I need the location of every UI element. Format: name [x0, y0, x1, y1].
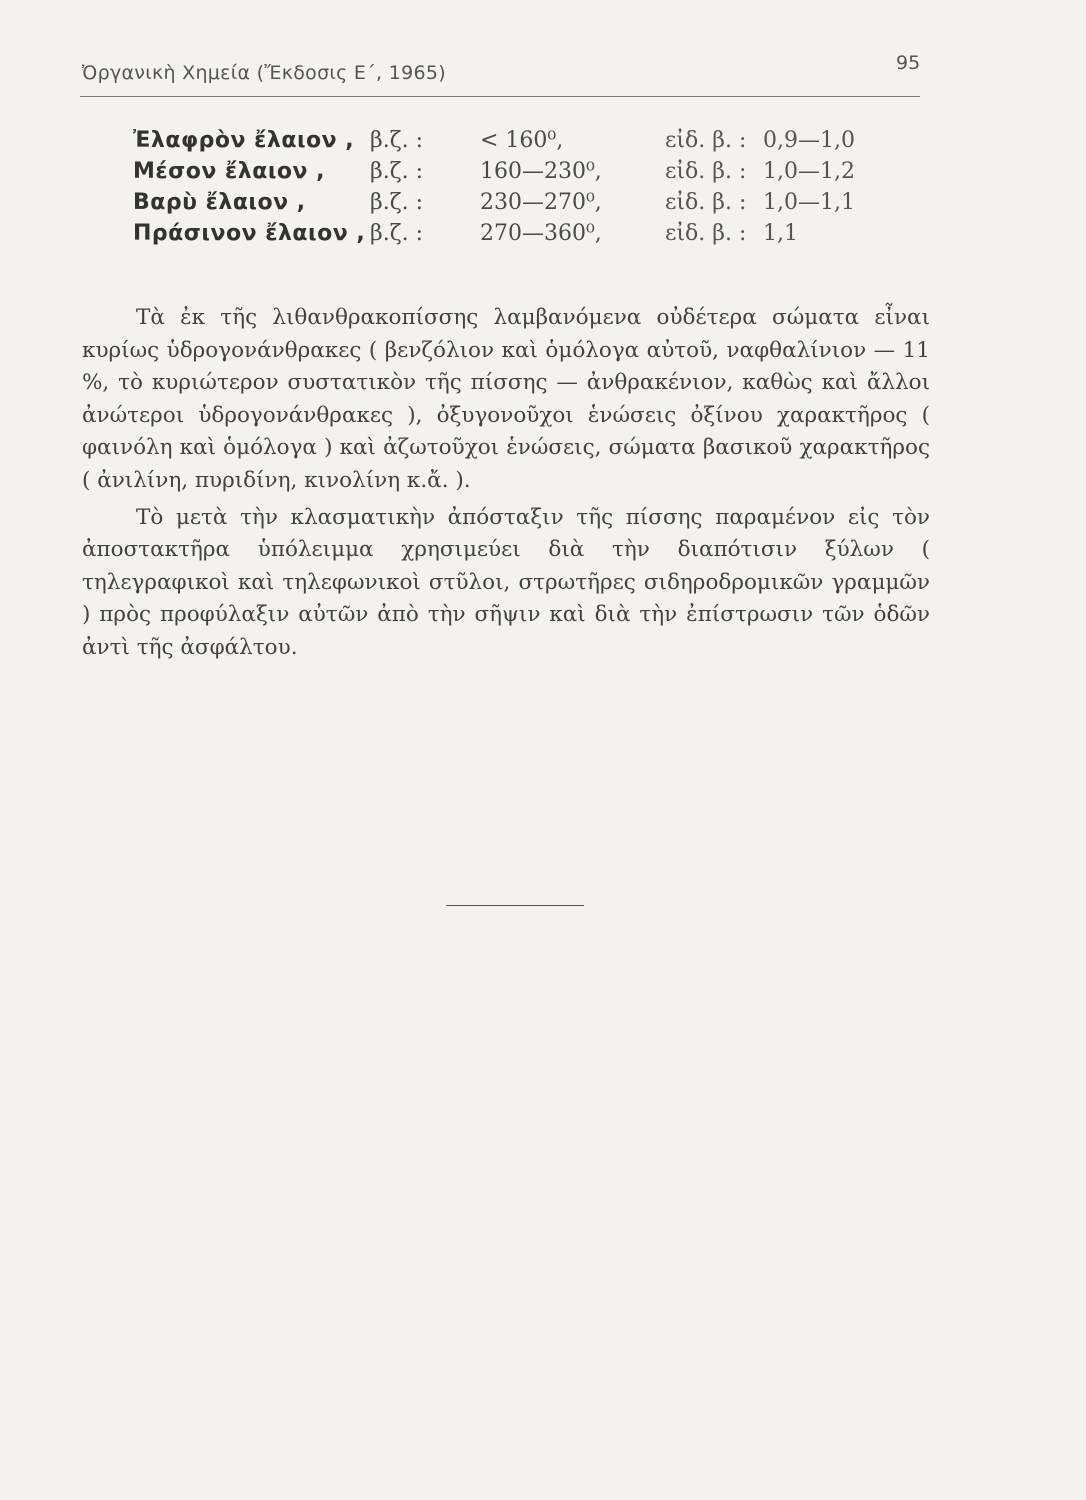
boiling-point-label: β.ζ. : — [370, 128, 424, 153]
paragraph-neutral-compounds: Τὰ ἐκ τῆς λιθανθρακοπίσσης λαμβανόμενα οὐδέτερα σώματα εἶναι κυρίως ὑδρογονάνθρακες ( βενζόλιον καὶ ὁμόλογα αὐτοῦ, ναφθαλίνιον — 11 %, τὸ κυριώτερον συστατικὸν τῆς πίσσης — ἀνθρακένιον, καθὼς καὶ ἄλλοι ἀνώτεροι ὑδρογονάνθρακες ), ὀξυγονοῦχοι ἑνώσεις ὀξίνου χαρακτῆρος ( φαινόλη καὶ ὁμόλογα ) καὶ ἀζωτοῦχοι ἑνώσεις, σώματα βασικοῦ χαρακτῆρος ( ἀνιλίνη, πυριδίνη, κινολίνη κ.ἄ. ). — [82, 305, 930, 493]
oil-fractions-table — [133, 128, 933, 252]
boiling-point-range: < 160⁰, — [480, 128, 564, 153]
header-rule — [80, 96, 920, 97]
specific-gravity-value: 1,0—1,1 — [763, 190, 855, 215]
oil-fraction-row-heavy — [133, 190, 933, 221]
oil-fraction-name: Πράσινον ἔλαιον , — [133, 221, 366, 246]
boiling-point-label: β.ζ. : — [370, 159, 424, 184]
specific-gravity-value: 1,1 — [763, 221, 798, 246]
oil-fraction-name: Μέσον ἔλαιον , — [133, 159, 326, 184]
oil-fraction-name: Βαρὺ ἔλαιον , — [133, 190, 306, 215]
oil-fraction-row-middle — [133, 159, 933, 190]
specific-gravity-label: εἰδ. β. : — [665, 159, 747, 184]
boiling-point-label: β.ζ. : — [370, 221, 424, 246]
running-head-title: Ὀργανικὴ Χημεία (Ἔκδοσις Ε΄, 1965) — [82, 62, 446, 84]
page-number: 95 — [896, 52, 921, 74]
boiling-point-range: 270—360⁰, — [480, 221, 602, 246]
section-end-rule — [446, 905, 584, 906]
specific-gravity-label: εἰδ. β. : — [665, 128, 747, 153]
specific-gravity-label: εἰδ. β. : — [665, 221, 747, 246]
oil-fraction-row-light — [133, 128, 933, 159]
body-text — [82, 302, 930, 665]
boiling-point-range: 160—230⁰, — [480, 159, 602, 184]
boiling-point-range: 230—270⁰, — [480, 190, 602, 215]
specific-gravity-value: 1,0—1,2 — [763, 159, 855, 184]
oil-fraction-row-green — [133, 221, 933, 252]
paragraph-pitch-residue: Τὸ μετὰ τὴν κλασματικὴν ἀπόσταξιν τῆς πίσσης παραμένον εἰς τὸν ἀποστακτῆρα ὑπόλειμμα χρησιμεύει διὰ τὴν διαπότισιν ξύλων ( τηλεγραφικοὶ καὶ τηλεφωνικοὶ στῦλοι, στρωτῆρες σιδηροδρομικῶν γραμμῶν ) πρὸς προφύλαξιν αὐτῶν ἀπὸ τὴν σῆψιν καὶ διὰ τὴν ἐπίστρωσιν τῶν ὁδῶν ἀντὶ τῆς ἀσφάλτου. — [82, 504, 930, 660]
specific-gravity-label: εἰδ. β. : — [665, 190, 747, 215]
boiling-point-label: β.ζ. : — [370, 190, 424, 215]
oil-fraction-name: Ἐλαφρὸν ἔλαιον , — [133, 128, 355, 153]
specific-gravity-value: 0,9—1,0 — [763, 128, 855, 153]
